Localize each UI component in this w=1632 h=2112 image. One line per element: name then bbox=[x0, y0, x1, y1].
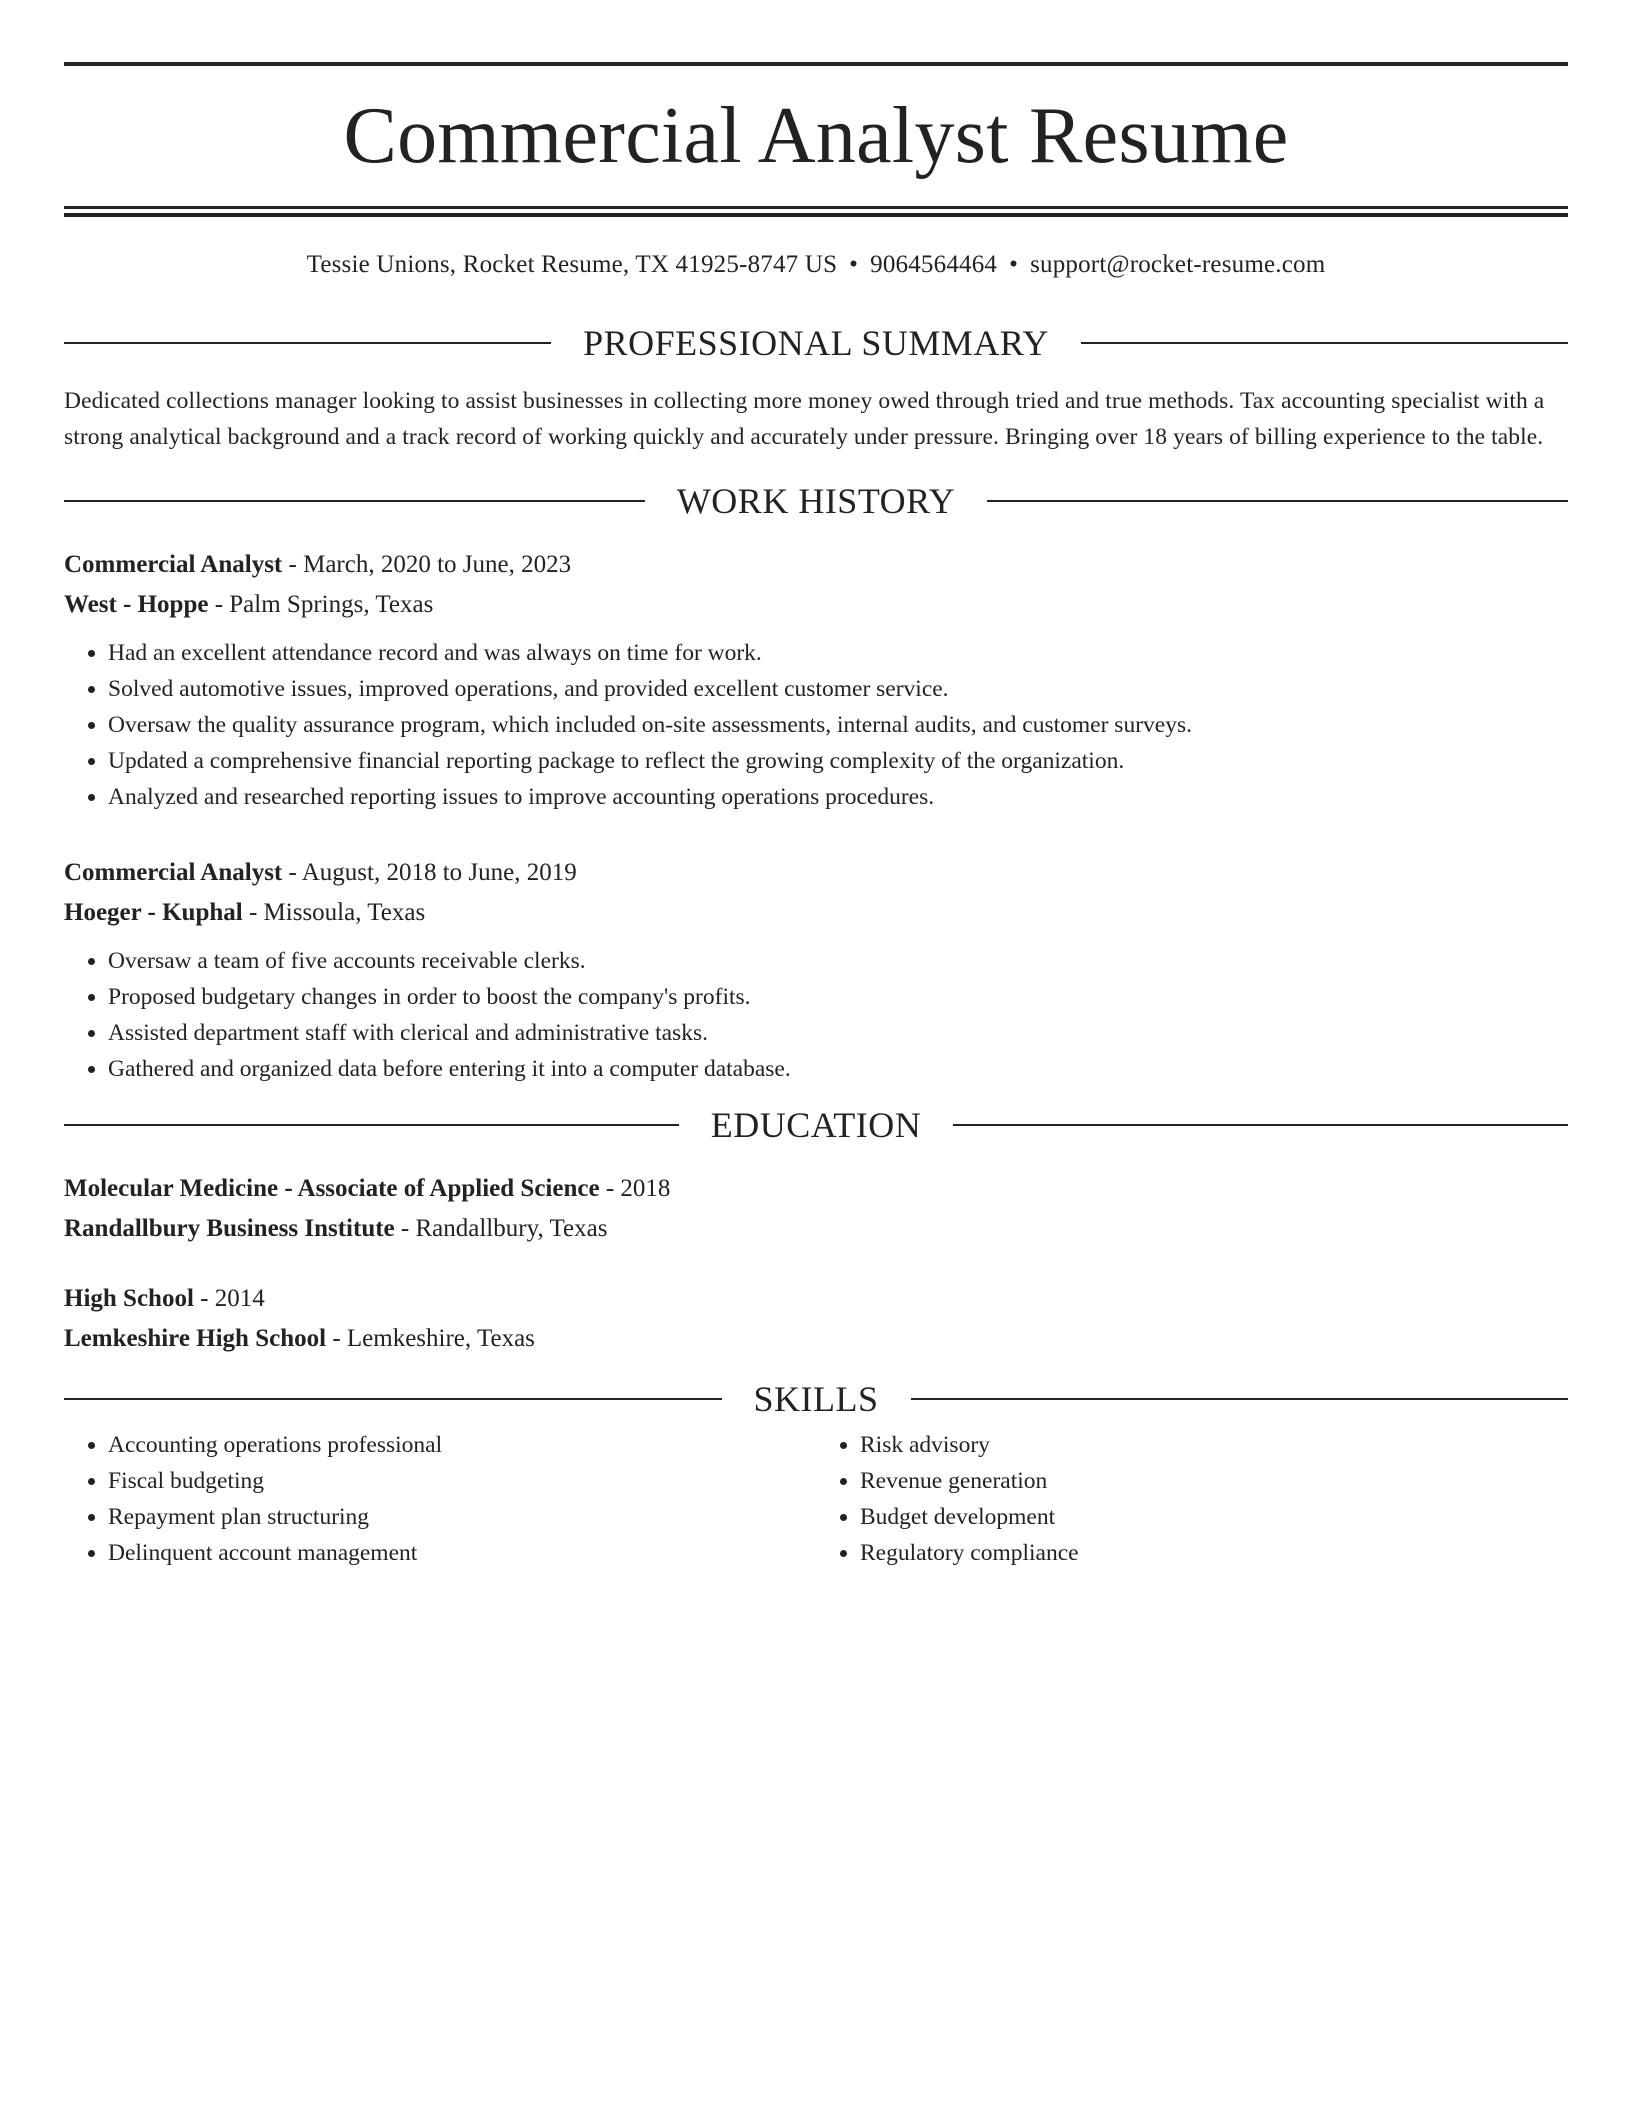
title-double-rule bbox=[64, 206, 1568, 217]
job-title: Commercial Analyst bbox=[64, 551, 283, 578]
top-rule bbox=[64, 62, 1568, 66]
job-bullets bbox=[64, 943, 1568, 1087]
education-heading bbox=[64, 1107, 1568, 1143]
education-school: Lemkeshire High School bbox=[64, 1325, 327, 1352]
heading-rule-left bbox=[64, 1398, 722, 1400]
skill-item: • Delinquent account management bbox=[108, 1535, 816, 1571]
job-entry bbox=[64, 545, 1568, 815]
summary-heading bbox=[64, 325, 1568, 361]
education-heading-label: EDUCATION bbox=[710, 1105, 922, 1145]
skill-item: • Budget development bbox=[860, 1499, 1568, 1535]
education-location: - Randallbury, Texas bbox=[394, 1215, 608, 1242]
job-bullet: • Oversaw a team of five accounts receivable clerks. bbox=[108, 943, 1568, 979]
job-bullets bbox=[64, 635, 1568, 815]
contact-line bbox=[64, 251, 1568, 279]
job-title-line bbox=[64, 853, 1568, 893]
job-bullet: • Gathered and organized data before entering it into a computer database. bbox=[108, 1051, 1568, 1087]
education-degree: Molecular Medicine - Associate of Applied Science bbox=[64, 1175, 600, 1202]
skills-heading-label: SKILLS bbox=[753, 1379, 879, 1419]
job-company-line bbox=[64, 585, 1568, 625]
education-entry bbox=[64, 1279, 1568, 1359]
job-bullet: • Analyzed and researched reporting issues to improve accounting operations procedures. bbox=[108, 779, 1568, 815]
job-title-line bbox=[64, 545, 1568, 585]
skills-list bbox=[64, 1427, 1568, 1571]
skill-item: • Regulatory compliance bbox=[860, 1535, 1568, 1571]
job-location: - Palm Springs, Texas bbox=[208, 591, 434, 618]
job-bullet: • Solved automotive issues, improved operations, and provided excellent customer service. bbox=[108, 671, 1568, 707]
summary-text: Dedicated collections manager looking to assist businesses in collecting more money owed through tried and true methods. Tax accounting specialist with a strong analytical background and a track record of working quickly and accurately under pressure. Bringing over 18 years of billing experience to the table. bbox=[64, 388, 1545, 450]
job-bullet: • Assisted department staff with clerical and administrative tasks. bbox=[108, 1015, 1568, 1051]
job-bullet: • Oversaw the quality assurance program, which included on-site assessments, internal audits, and customer surveys. bbox=[108, 707, 1568, 743]
job-entry bbox=[64, 853, 1568, 1087]
skill-item: • Accounting operations professional bbox=[108, 1427, 816, 1463]
skills-column-right bbox=[816, 1427, 1568, 1571]
heading-rule-right bbox=[987, 500, 1568, 502]
education-degree-line bbox=[64, 1279, 1568, 1319]
work-history-heading bbox=[64, 483, 1568, 519]
heading-rule-right bbox=[953, 1124, 1568, 1126]
job-title: Commercial Analyst bbox=[64, 859, 283, 886]
education-year: - 2018 bbox=[599, 1175, 671, 1202]
skills-column-left bbox=[64, 1427, 816, 1571]
contact-separator: • bbox=[1009, 251, 1019, 278]
summary-heading-label: PROFESSIONAL SUMMARY bbox=[583, 323, 1049, 363]
education-location: - Lemkeshire, Texas bbox=[326, 1325, 535, 1352]
heading-rule-left bbox=[64, 500, 645, 502]
heading-rule-left bbox=[64, 342, 551, 344]
job-company: West - Hoppe bbox=[64, 591, 209, 618]
work-history-heading-label: WORK HISTORY bbox=[676, 481, 956, 521]
education-degree: High School bbox=[64, 1285, 194, 1312]
heading-rule-right bbox=[1081, 342, 1568, 344]
skill-item: • Risk advisory bbox=[860, 1427, 1568, 1463]
heading-rule-right bbox=[911, 1398, 1569, 1400]
job-dates: - March, 2020 to June, 2023 bbox=[282, 551, 572, 578]
contact-phone: 9064564464 bbox=[870, 251, 998, 278]
heading-rule-left bbox=[64, 1124, 679, 1126]
job-bullet: • Had an excellent attendance record and was always on time for work. bbox=[108, 635, 1568, 671]
skill-item: • Repayment plan structuring bbox=[108, 1499, 816, 1535]
education-school: Randallbury Business Institute bbox=[64, 1215, 395, 1242]
education-year: - 2014 bbox=[193, 1285, 265, 1312]
job-dates: - August, 2018 to June, 2019 bbox=[282, 859, 577, 886]
education-degree-line bbox=[64, 1169, 1568, 1209]
skills-heading bbox=[64, 1381, 1568, 1417]
resume-title: Commercial Analyst Resume bbox=[343, 92, 1289, 180]
contact-address: Tessie Unions, Rocket Resume, TX 41925-8747 US bbox=[306, 251, 838, 278]
skill-item: • Fiscal budgeting bbox=[108, 1463, 816, 1499]
education-school-line bbox=[64, 1209, 1568, 1249]
education-school-line bbox=[64, 1319, 1568, 1359]
contact-email: support@rocket-resume.com bbox=[1030, 251, 1326, 278]
contact-separator: • bbox=[849, 251, 859, 278]
job-bullet: • Proposed budgetary changes in order to boost the company's profits. bbox=[108, 979, 1568, 1015]
skill-item: • Revenue generation bbox=[860, 1463, 1568, 1499]
job-company-line bbox=[64, 893, 1568, 933]
job-company: Hoeger - Kuphal bbox=[64, 899, 243, 926]
job-location: - Missoula, Texas bbox=[242, 899, 426, 926]
job-bullet: • Updated a comprehensive financial reporting package to reflect the growing complexity of the organization. bbox=[108, 743, 1568, 779]
education-entry bbox=[64, 1169, 1568, 1249]
